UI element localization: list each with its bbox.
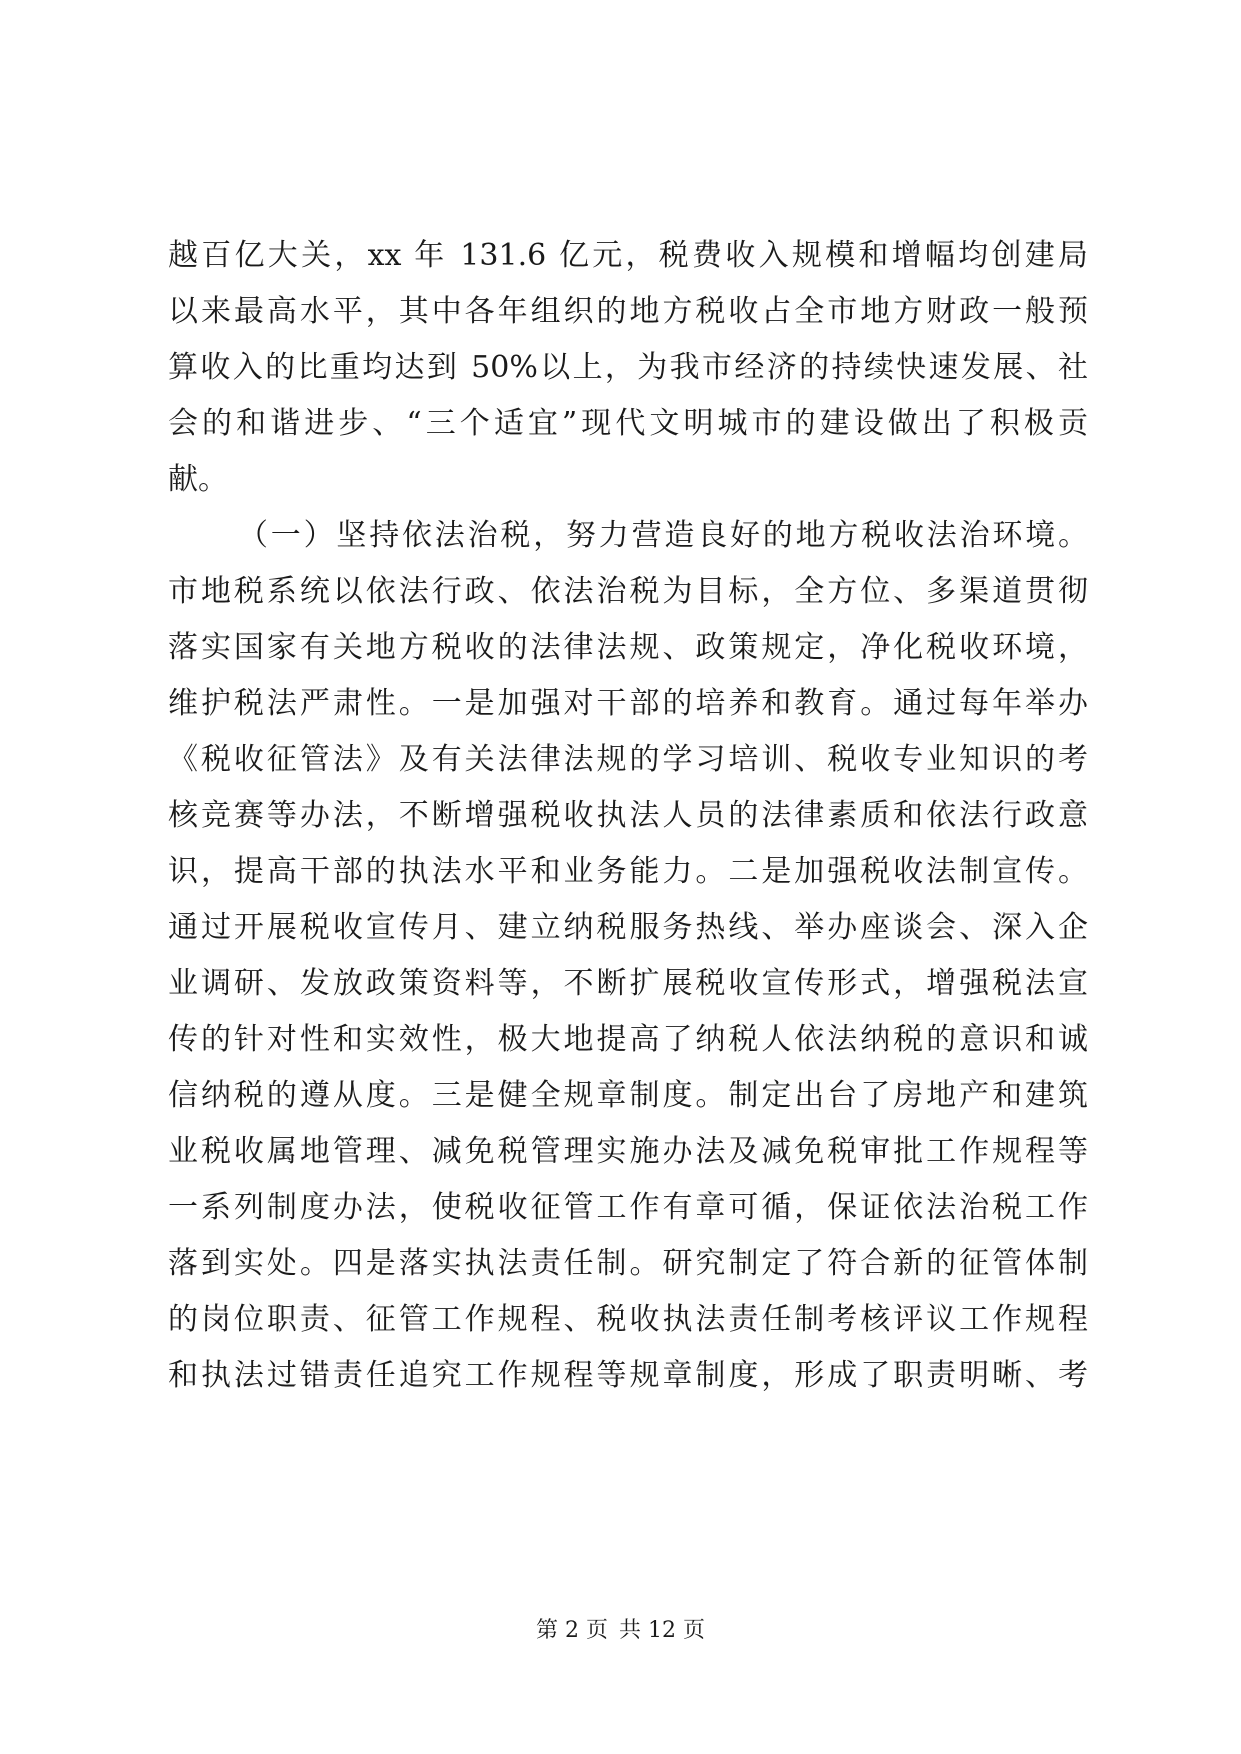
text-line: 业税收属地管理、减免税管理实施办法及减免税审批工作规程等	[168, 1134, 1088, 1169]
page-number: 第 2 页	[536, 1618, 608, 1643]
text-line: 维护税法严肃性。一是加强对干部的培养和教育。通过每年举办	[168, 686, 1088, 721]
text-line: 会的和谐进步、“三个适宜”现代文明城市的建设做出了积极贡	[168, 406, 1088, 441]
text-line: 识，提高干部的执法水平和业务能力。二是加强税收法制宣传。	[168, 854, 1088, 889]
text-line: 业调研、发放政策资料等，不断扩展税收宣传形式，增强税法宣	[168, 966, 1088, 1001]
text-line: 通过开展税收宣传月、建立纳税服务热线、举办座谈会、深入企	[168, 910, 1088, 945]
page-total: 共 12 页	[619, 1618, 705, 1643]
text-line: 信纳税的遵从度。三是健全规章制度。制定出台了房地产和建筑	[168, 1078, 1088, 1113]
text-line: 落到实处。四是落实执法责任制。研究制定了符合新的征管体制	[168, 1246, 1088, 1281]
body-text	[168, 228, 1088, 1404]
text-line: 献。	[168, 462, 228, 497]
text-line: 的岗位职责、征管工作规程、税收执法责任制考核评议工作规程	[168, 1302, 1088, 1337]
page-footer	[0, 1616, 1241, 1646]
section-heading-line: （一）坚持依法治税，努力营造良好的地方税收法治环境。	[238, 518, 1088, 553]
text-line: 传的针对性和实效性，极大地提高了纳税人依法纳税的意识和诚	[168, 1022, 1088, 1057]
text-line: 市地税系统以依法行政、依法治税为目标，全方位、多渠道贯彻	[168, 574, 1088, 609]
text-line: 算收入的比重均达到 50%以上，为我市经济的持续快速发展、社	[168, 350, 1088, 385]
text-line: 以来最高水平，其中各年组织的地方税收占全市地方财政一般预	[168, 294, 1088, 329]
text-line: 和执法过错责任追究工作规程等规章制度，形成了职责明晰、考	[168, 1358, 1088, 1393]
text-line: 落实国家有关地方税收的法律法规、政策规定，净化税收环境，	[168, 630, 1088, 665]
text-line: 越百亿大关，xx 年 131.6 亿元，税费收入规模和增幅均创建局	[168, 238, 1088, 273]
text-line: 核竞赛等办法，不断增强税收执法人员的法律素质和依法行政意	[168, 798, 1088, 833]
text-line: 《税收征管法》及有关法律法规的学习培训、税收专业知识的考	[168, 742, 1088, 777]
text-line: 一系列制度办法，使税收征管工作有章可循，保证依法治税工作	[168, 1190, 1088, 1225]
